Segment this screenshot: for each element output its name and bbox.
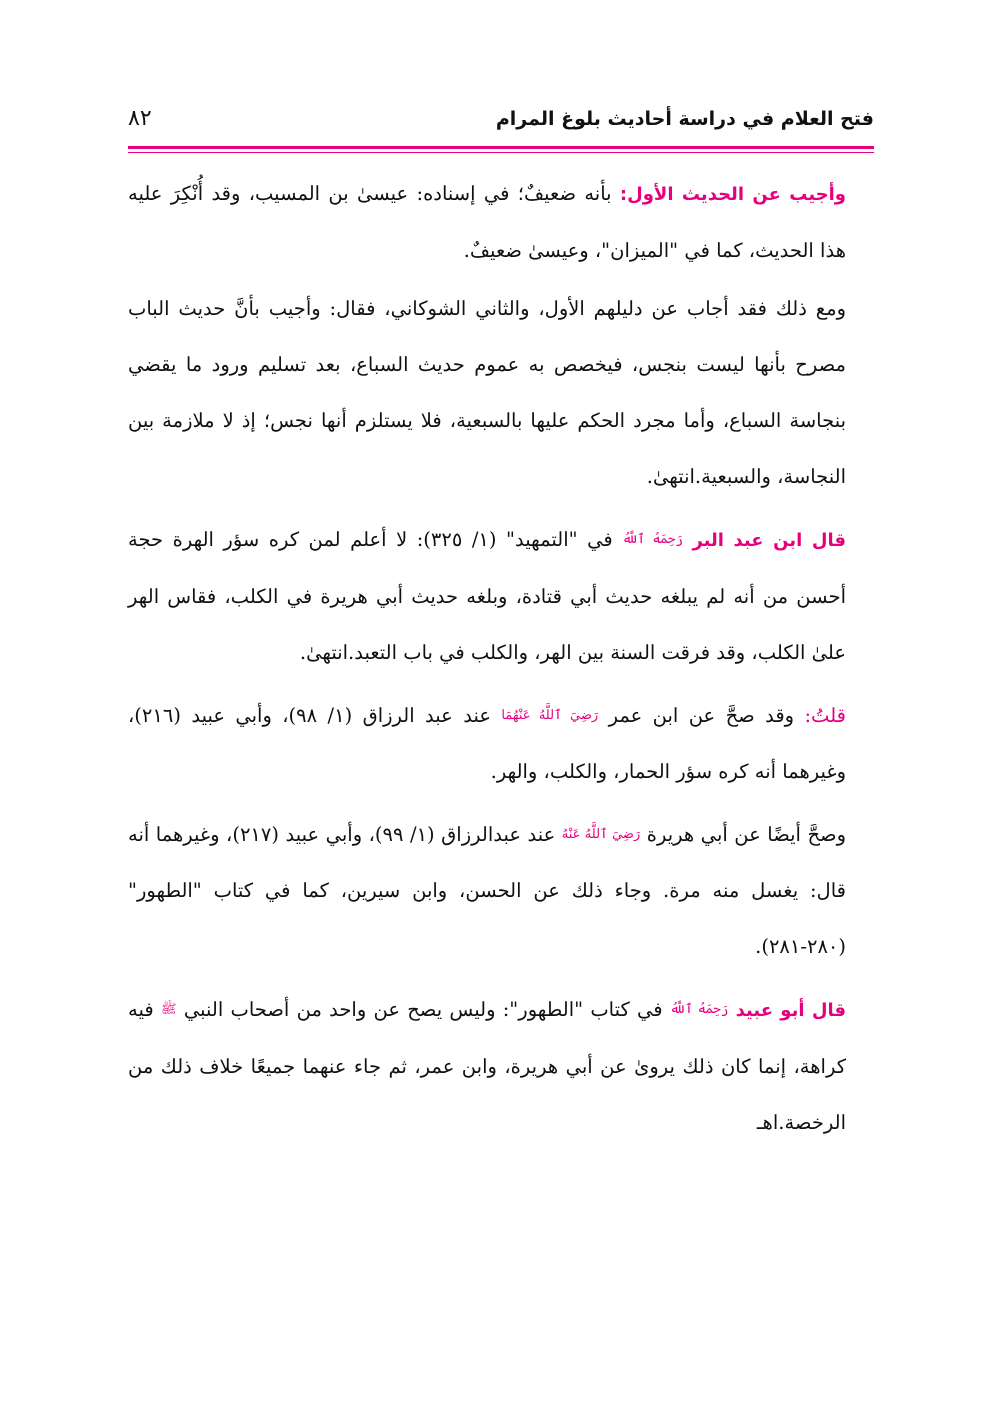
paragraph-text: في كتاب "الطهور": وليس يصح عن واحد من أصحاب النبي [176,998,670,1021]
paragraph-text: بأنه ضعيفٌ؛ في إسناده: عيسىٰ بن المسيب، وقد أُنْكِرَ عليه هذا الحديث، كما في "الميزان"، وعيسىٰ ضعيفٌ. [128,182,846,262]
paragraph-text-continued: عند عبدالرزاق (١/ ٩٩)، وأبي عبيد (٢١٧)، وغيرهما أنه قال: يغسل منه مرة. وجاء ذلك عن الحسن، وابن سيرين، كما في كتاب "الطهور" (٢٨٠-٢٨١). [128,823,846,958]
header-rule-thin [128,152,874,153]
paragraph-shawkani [128,281,874,505]
paragraph-abu-hurairah [128,807,874,975]
paragraph-ibn-abd-al-barr [128,512,874,681]
honorific-glyph: رَضِيَ ٱللَّهُ عَنْهُ [561,827,641,842]
book-page [128,100,874,1134]
page-header [128,100,874,140]
page-body [128,166,874,1151]
paragraph-abu-ubaid [128,982,874,1151]
running-title: فتح العلام في دراسة أحاديث بلوغ المرام [495,108,874,130]
paragraph-text-continued: عند عبد الرزاق (١/ ٩٨)، وأبي عبيد (٢١٦)، وغيرهما أنه كره سؤر الحمار، والكلب، والهر. [128,704,846,783]
honorific-glyph: رَحِمَهُ ٱللَّهُ [669,1002,729,1017]
page-number: ٨٢ [128,106,152,131]
paragraph-text-continued: فيه كراهة، إنما كان ذلك يروىٰ عن أبي هريرة، وابن عمر، ثم جاء عنهما جميعًا خلاف ذلك من الرخصة.اهـ [128,998,846,1134]
paragraph-lead: قال أبو عبيد [735,1000,846,1021]
paragraph-text: ومع ذلك فقد أجاب عن دليلهم الأول، والثاني الشوكاني، فقال: وأجيب بأنَّ حديث الباب مصرح بأنها ليست بنجس، فيخصص به عموم حديث السباع، بعد تسليم ورود ما يقضي بنجاسة السباع، وأما مجرد الحكم عليها بالسبعية، فلا يستلزم أنها نجس؛ إذ لا ملازمة بين النجاسة، والسبعية.انتهىٰ. [128,297,846,488]
paragraph-answer-first-hadith [128,166,874,279]
paragraph-text: وقد صحَّ عن ابن عمر [598,704,805,727]
header-rule-thick [128,146,874,149]
salutation-glyph: ﷺ [160,1002,177,1017]
paragraph-lead: قلتُ: [804,704,846,727]
paragraph-text: في "التمهيد" (١/ ٣٢٥): لا أعلم لمن كره سؤر الهرة حجة أحسن من أنه لم يبلغه حديث أبي قتادة، وبلغه حديث أبي هريرة في الكلب، فقاس الهر علىٰ الكلب، وقد فرقت السنة بين الهر، والكلب في باب التعبد.انتهىٰ. [128,528,846,664]
honorific-glyph: رَحِمَهُ ٱللَّهُ [622,532,683,547]
paragraph-qultu [128,688,874,800]
paragraph-lead: قال ابن عبد البر [692,530,847,551]
paragraph-text: وصحَّ أيضًا عن أبي هريرة [640,823,847,846]
paragraph-lead: وأجيب عن الحديث الأول: [619,184,846,205]
honorific-glyph: رَضِيَ ٱللَّهُ عَنْهُمَا [501,708,599,723]
